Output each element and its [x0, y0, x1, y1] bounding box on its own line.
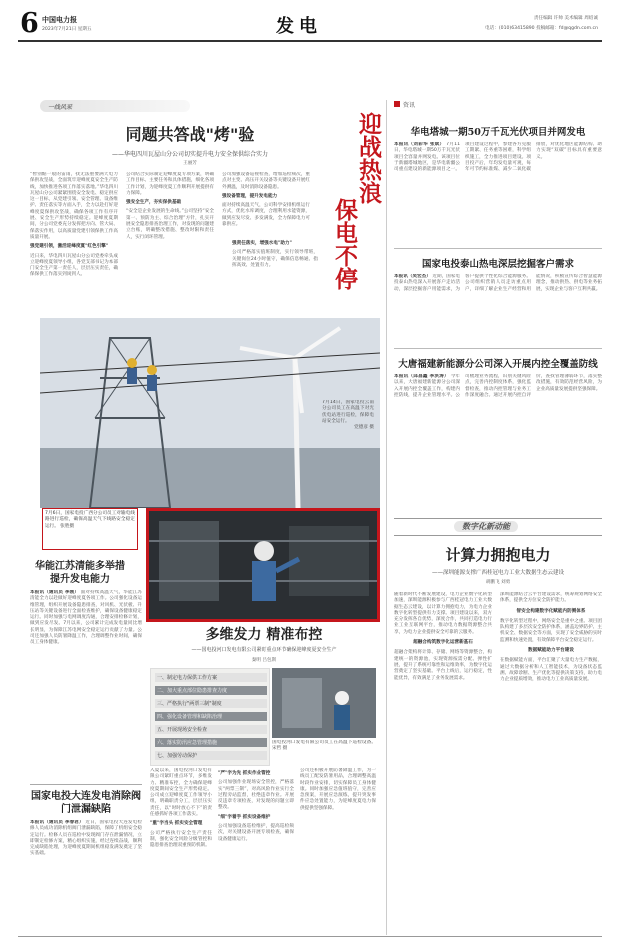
main-subhead-2: 强安全生产，夯实保供基础 — [126, 200, 182, 206]
main-article-subtitle: ——华电四川瓦屋山分公司切实提升电力安全保供综合实力 — [111, 151, 268, 158]
news-1-author: 本报讯（刘彩华 张斌） — [394, 142, 445, 147]
feature-title: 计算力拥抱电力 — [445, 546, 551, 564]
hekou-item-6: 六、落实防汛应急管理措施 — [155, 738, 267, 747]
hekou-item-2: 二、加大重点部位隐患排查力度 — [155, 686, 267, 695]
news-2-title: 国家电投泰山热电深层挖掘客户需求 — [421, 259, 574, 270]
news-1-title: 华电塔城一期50万千瓦光伏项目并网发电 — [410, 127, 586, 138]
main-subhead-3: 强设备管理，提升发电能力 — [222, 193, 278, 199]
worker-illustration — [149, 511, 377, 619]
feature-subtitle: ——深圳能源支撑广西桂冠电力工业大数据生态云建设 — [431, 570, 564, 576]
hekou-photo-caption-text: 国电投河口发电有限公司员工在高温下巡检设备。 — [272, 740, 376, 745]
hekou-photo-credit: 宋哲 摄 — [272, 746, 288, 752]
page-header — [18, 8, 602, 40]
hekou-body-col3: 公司还积极开展防暑降温工作，为一线员工配发防暑用品，合理调整高温时段作业安排，切实保障员工身体健康。同时加强应急值班值守，完善应急预案，开展应急演练，提升突发事件应急处置能力，为迎峰度夏电力保供提供坚强保障。 — [300, 768, 376, 811]
news-3-author: 本报讯（邱昌鑫 李洪涛） — [394, 374, 449, 379]
hekou-item-3: 三、严格执行"两票三制"制度 — [155, 699, 267, 708]
news-3-body: 本报讯（邱昌鑫 李洪涛） 今年以来，大唐福建新能源分公司深入开展内控全覆盖工作，构建内控防线，提升企业管理水平。公司梳理业务流程，识别关键风险点，完善内控制度体系，强化监督检查，推动内控管理与业务工作深度融合。通过开展内控自评价，查找管理薄弱环节，落实整改措施，有效防范经营风险，为企业高质量发展提供坚强保障。 — [394, 374, 602, 398]
contact-line: 电话：(010)63415890 投稿邮箱：fd@qgdn.com.cn — [485, 26, 598, 31]
section-title: 发电 — [276, 16, 322, 37]
main-article-body-col2: 公司结合实际制定迎峰度夏专项方案，明确工作目标、主要任务和具体措施，细化各项工作计划，为迎峰度夏工作顺利开展提供有力保障。 强安全生产，夯实保供基础 “安全是企业发展的生命线。”公司坚持“安全第一、预防为主、综合治理”方针，扎实开展安全隐患排查治理工作，对发现的问题建立台账，明确整改措施、整改时限和责任人，实行闭环管理。 — [126, 172, 214, 240]
page-bottom-rule — [18, 936, 602, 937]
feature-body-col2: 深圳能源结合云平台建设需求，统筹规划网络安全体系，提供全方位安全防护能力。 智安全构建数字化赋能内防侧体系 数字化转型过程中，网络安全是重中之重。项目团队构建了多层次安全防护体系，涵盖边界防护、主机安全、数据安全等方面，实现了安全威胁的实时监测和快速处置，有效保障平台安全稳定运行。 数据赋能助力平台建设 在数据赋能方面，平台汇聚了大量电力生产数据，通过大数据分析和人工智能技术，为设备状态监测、故障诊断、生产优化等提供决策支持，助力电力企业提质增效，推动电力工业高质量发展。 — [500, 592, 602, 683]
hekou-measures-box — [150, 668, 270, 766]
feature-subhead-3: 数据赋能助力平台建设 — [528, 648, 574, 654]
hekou-author: 秦明 吕包斯 — [251, 658, 277, 663]
jiangsu-author: 本报讯（通讯员 李刚） — [30, 590, 80, 595]
jiangsu-body: 本报讯（通讯员 李刚） 面对持续高温天气，华能江苏清能全力以赴做好迎峰度夏各项工作。公司强化设备运维管理，组织开展设备隐患排查，对风机、光伏板、升压站等关键设备进行全面检查维护，确保设备健康稳定运行。同时加强与电网调度沟通，合理安排检修计划，做到应发尽发。7月以来，公司累计完成发电量同比增长明显，为保障江苏电网安全稳定运行贡献了力量。公司还加强人员防暑降温工作，合理调整作业时间，确保员工身体健康。 — [30, 590, 142, 646]
banner-line-2: 保电不停 — [331, 198, 358, 290]
photo-top-credit: 张胜摄 — [60, 523, 75, 529]
dalian-title: 国家电投大连发电消除阀门泄漏缺陷 — [31, 791, 141, 815]
page-number: 6 — [20, 8, 39, 39]
feature-author: 胡鹏飞 刘勇 — [485, 580, 511, 585]
main-article-author: 王丽芳 — [183, 161, 197, 166]
news-2-body: 本报讯（吴宏杰） 近期，国家电投泰山热电深入开展客户走访活动，深层挖掘客户用能需求，为客户提供个性化综合能源服务。公司组织营销人员走访重点用户，详细了解企业生产经营和用能情况，积极宣传综合智慧能源理念，推动供热、供电等业务拓展，实现企业与客户互利共赢。 — [394, 274, 602, 292]
photo-right-caption-text: 7月14日，国家电投云南分公司员工在高温下对光伏电站进行巡检，保障电站安全运行。 — [322, 400, 374, 424]
date-line: 2023年7月21日 星期五 — [42, 27, 92, 32]
feature-subhead-2: 超融合构筑数字化运营新基石 — [413, 640, 473, 646]
header-rule — [18, 40, 602, 42]
photo-right-caption — [322, 400, 374, 492]
banner-line-1: 迎战热浪 — [355, 112, 382, 204]
jiangsu-title: 华能江苏清能多举措提升发电能力 — [35, 561, 125, 585]
hekou-title: 多维发力 精准布控 — [205, 627, 323, 643]
hekou-photo-caption — [272, 740, 376, 762]
news-icon — [394, 101, 400, 107]
photo-right-credit: 党德彦 摄 — [354, 425, 374, 431]
main-article-body-col4: 强责任落实，增强水电"助力" 公司严格落实值班制度，实行领导带班，关键岗位24小时值守，确保信息畅通、指挥高效、处置有力。 — [232, 241, 318, 268]
digital-banner-label: 数字化新动能 — [454, 521, 518, 532]
main-subhead-4: 强责任落实，增强水电"助力" — [232, 241, 292, 246]
column-divider — [386, 100, 387, 935]
main-subhead-1: 强党建引领，激活迎峰度夏"红色引擎" — [30, 244, 109, 250]
paper-name: 中国电力报 — [42, 16, 77, 24]
feature-body-col1: 随着新时代不断发展建设，电力企业数字化转型加速，深圳能源积极参与广西桂冠电力工业大数据生态云建设，以计算力拥抱电力，为电力企业数字化转型提供有力支撑。项目建设以来，双方充分发挥各自优势，深度合作，共同打造电力行业工业互联网平台，推动电力数据资源整合共享，为电力企业提供安全可靠的云服务。 超融合构筑数字化运营新基石 超融合架构将计算、存储、网络等资源整合，构建统一的资源池，实现资源按需分配、弹性扩展，提升了系统可靠性和运维效率，为数字化运营奠定了坚实基础。平台上线后，运行稳定，性能优异，有效满足了业务发展需求。 — [394, 592, 492, 681]
hekou-body-col2: "严"字为先 抓实作业管控 公司加强作业现场安全管控，严格落实“两票三制”，对高风险作业实行全过程旁站监督，杜绝违章作业。开展反违章专项检查，对发现的问题立即整改。 "细"字着手 抓实设备维护 公司加强设备巡检维护，提高巡检频次，对关键设备开展专项检查，确保设备健康运行。 — [218, 771, 294, 842]
photo-top-caption-box — [42, 508, 138, 550]
hekou-photo-illustration — [272, 668, 376, 738]
hekou-item-4: 四、强化设备管理和缺陷治理 — [155, 712, 267, 721]
news-2-author: 本报讯（吴宏杰） — [394, 274, 431, 279]
column-tag — [40, 100, 190, 112]
main-article-body-col1: “暂别酷一般的雷雨，找无法重要满天电力保供攻坚战，全面筑牢迎峰度夏安全生产防线，加快推进各项工作落实落地。”华电四川瓦屋山分公司紧紧围绕安全发电、稳定供应这一目标，从党建引领、安全管理、设备维护、责任落实等方面入手，全力以赴打好迎峰度夏保供攻坚战，确保各项工作有序开展、安全生产形势持续稳定。迎峰度夏期间，分公司党委充分发挥把方向、管大局、保落实作用，以高质量党建引领保供工作高质量开展。 强党建引领，激活迎峰度夏"红色引擎" 近日来，华电四川瓦屋山分公司党委牵头成立迎峰度夏领导小组，各党支部书记为本部门安全生产第一责任人，层层压实责任，确保保供工作落实到岗到人。 — [30, 172, 118, 278]
main-article-title: 同题共答战"烤"验 — [125, 125, 255, 144]
photo-worker-box — [146, 508, 380, 622]
column-tag-label: 一线风采 — [48, 104, 73, 111]
news-label: 资讯 — [403, 102, 416, 109]
hekou-subhead-1: "重"字当头 抓实安全管理 — [150, 821, 203, 827]
hekou-photo — [272, 668, 376, 738]
news-1-body: 本报讯（刘彩华 张斌） 7月11日，华电塔城一期50万千瓦光伏项目全容量并网发电。该项目位于新疆塔城地区，是华电新疆公司重点建设的新能源项目之一。项目建设过程中，参建各方克服工期紧、任务重等困难，科学组织施工，全力推进项目建设。项目投产后，年均发电量可观，每年可节约标准煤、减少二氧化碳排放，对优化地区能源结构、助力实现“双碳”目标具有重要意义。 — [394, 142, 602, 173]
news-divider-2 — [394, 348, 602, 349]
feature-subhead-1: 智安全构建数字化赋能内防侧体系 — [516, 608, 586, 614]
photo-top-caption: 7月6日，国家电投广西分公司员工对输电线路进行巡检，确保高温天气下线路安全稳定运行。 — [45, 511, 135, 529]
hekou-subtitle: ——国电投河口发电有限公司紧盯重点环节确保迎峰度夏安全生产 — [191, 647, 337, 653]
hekou-body-col1: 入夏以来，国电投河口发电有限公司紧盯重点环节，多维发力、精准布控，全力确保迎峰度夏期间安全生产形势稳定。公司成立迎峰度夏工作领导小组，明确职责分工，层层压实责任，以“时时放心不下”的责任感抓好各项工作落实。 "重"字当头 抓实安全管理 公司严格执行安全生产责任制，强化安全风险分级管控和隐患排查治理双重预防机制。 — [150, 768, 212, 849]
news-divider-1 — [394, 248, 602, 249]
hekou-item-7: 七、加强劳动保护 — [155, 751, 267, 760]
dalian-divider — [30, 784, 142, 785]
hekou-item-1: 一、制定电力保供工作方案 — [155, 673, 267, 682]
news-section-label — [394, 100, 594, 110]
dalian-body: 本报讯（通讯员 李春君） 近日，国家电投大连发电检修人员成功消除机组阀门泄漏缺陷，保障了机组安全稳定运行。检修人员在巡检中发现阀门存在泄漏情况，立即制定检修方案，精心组织实施，经过连续奋战，顺利完成缺陷处理，为迎峰度夏期间机组稳发满发奠定了坚实基础。 — [30, 820, 142, 857]
hekou-item-5: 五、开展现场安全检查 — [155, 725, 267, 734]
hekou-subhead-2: "严"字为先 抓实作业管控 — [218, 771, 271, 776]
editor-line: 责任编辑 许帅 美术编辑 周绍诚 — [533, 16, 598, 21]
hekou-subhead-3: "细"字着手 抓实设备维护 — [218, 814, 271, 820]
news-3-title: 大唐福建新能源分公司深入开展内控全覆盖防线 — [398, 359, 598, 370]
dalian-author: 本报讯（通讯员 李春君） — [30, 820, 84, 825]
main-article-body-col3: 公司加强设备巡视检查，增加巡检频次，重点对主变、高压开关设备等关键设备开展红外测温，及时消除设备隐患。 强设备管理，提升发电能力 面对持续高温天气，公司科学安排机组运行方式，优化水库调度，合理利用水能资源，做到应发尽发、多发满发，全力保障电力可靠供应。 — [222, 172, 310, 228]
digital-banner — [394, 518, 602, 536]
